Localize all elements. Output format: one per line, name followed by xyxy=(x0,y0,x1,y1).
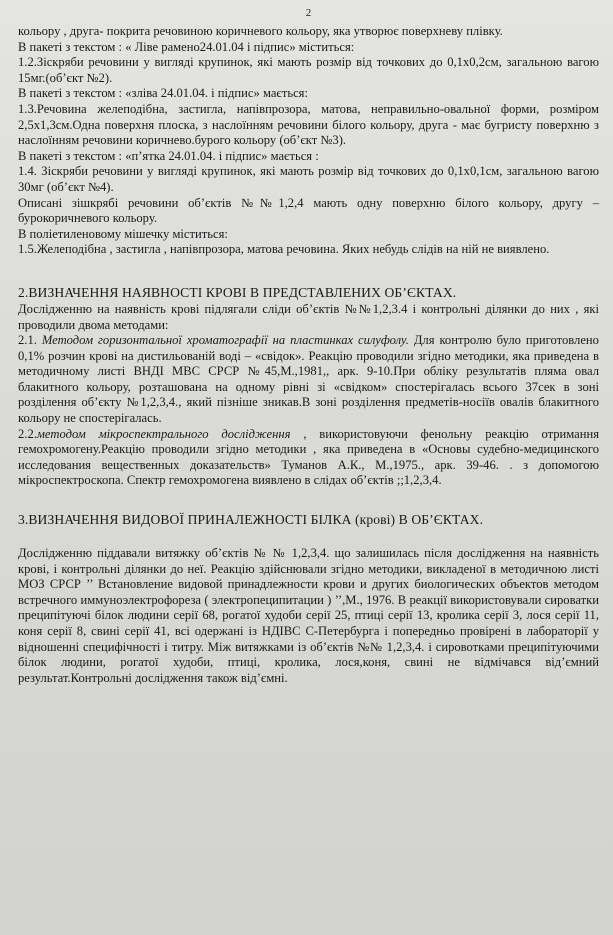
paragraph: В поліетиленовому мішечку міститься: xyxy=(18,226,228,241)
section-3 xyxy=(18,511,599,686)
section-heading: 3.ВИЗНАЧЕННЯ ВИДОВОЇ ПРИНАЛЕЖНОСТІ БІЛКА (крові) В ОБ’ЄКТАХ. xyxy=(18,512,484,528)
paragraph: В пакеті з текстом : « Ліве рамено24.01.04 і підпис» міститься: xyxy=(18,39,355,54)
section-1-continuation xyxy=(18,24,599,258)
paragraph-method-1 xyxy=(18,333,599,427)
section-2 xyxy=(18,284,599,489)
paragraph: 1.4. Зіскряби речовини у вигляді крупинок, які мають розмір від точкових до 0,1х0,1см, загальною вагою 30мг (об’єкт №4). xyxy=(18,164,599,194)
page-number: 2 xyxy=(305,7,312,19)
paragraph: В пакеті з текстом : «зліва 24.01.04. і підпис» мається: xyxy=(18,86,308,101)
paragraph: 1.5.Желеподібна , застигла , напівпрозора, матова речовина. Яких небудь слідів на ній не виявлено. xyxy=(18,242,550,257)
item-number: 2.1. xyxy=(18,333,42,348)
section-heading: 2.ВИЗНАЧЕННЯ НАЯВНОСТІ КРОВІ В ПРЕДСТАВЛЕНИХ ОБ’ЄКТАХ. xyxy=(18,284,457,300)
paragraph: В пакеті з текстом : «п’ятка 24.01.04. і підпис» мається : xyxy=(18,148,319,163)
method-name: Методом горизонтальної хроматографії на пластинках силуфолу. xyxy=(41,333,409,348)
paragraph: кольору , друга- покрита речовиною коричневого кольору, яка утворює поверхневу плівку. xyxy=(18,24,503,38)
method-description: , використовуючи фенольну реакцію отримання гемохромогену.Реакцію проводили згідно методики , яка приведена в «Основы судебно-медицинского исследования вещественных доказательств» Туманов А.К., М.,1975., арк. 39-46. . з допомогою мікроспектроскопа. Спектр гемохромогена виявлено в слідах об’єктів ;;1,2,3,4. xyxy=(18,426,600,488)
paragraph: Описані зішкрябі речовини об’єктів №№1,2,4 мають одну поверхню білого кольору, другу – бурокоричневого кольору. xyxy=(18,195,599,226)
method-description: Для контролю було приготовлено 0,1% розчин крові на дистильованій воді – «свідок». Реакцію проводили згідно методики, яка приведена в методичному листі ВНДІ МВС СРСР №45,М.,1981,, арк. 9-10.При обліку результатів пляма овал блакитного кольору, розташована на одному рівні зі «свідком» спостерігалась всього 37сек в зоні розділення об’єкту №1,2,3,4., який пізніше зникав.В зоні розділення предметів-носіїв овалів блакитного кольору не спостерігалась. xyxy=(18,333,599,426)
paragraph: 1.3.Речовина желеподібна, застигла, напівпрозора, матова, неправильно-овальної форми, розміром 2,5х1,3см.Одна поверхня плоска, з наслоїнням речовини білого кольору, друга - має бугристу поверхню з наслоїнням речовини коричнево.бурого кольору (об’єкт №3). xyxy=(18,101,599,148)
paragraph: Дослідженню на наявність крові підлягали сліди об’єктів №№1,2,3.4 і контрольні ділянки до них , які проводили двома методами: xyxy=(18,301,599,332)
item-number: 2.2. xyxy=(18,426,37,441)
paragraph: Дослідженню піддавали витяжку об’єктів № № 1,2,3,4. що залишилась після дослідження на наявність крові, і контрольні ділянки до неї. Реакцію здійснювали згідно методики, викладеної в методичною листі МОЗ СРСР ’’ Встановление видовой принадлежности крови и других биологических объектов методом встречного иммуноэлектрофореза ( электропеципитации ) ’’,М., 1976. В реакції використовували сироватки преципітуючі білок людини серії 68, рогатої худоби серії 25, птиці серії 13, кролика серії 3, лося серії 11, коня серії 8, свині серії 41, всі одержані із НДІВС С-Петербурга і попередньо провірені в лабораторії у відношенні специфічності і титру. Між витяжками із об’єктів №№ 1,2,3,4. і сировотками преципітуючими білок людини, рогатої худоби, птиці, кролика, лося,коня, свині не відмічався від’ємний результат.Контрольні дослідження також від’ємні. xyxy=(18,546,599,685)
paragraph: 1.2.Зіскряби речовини у вигляді крупинок, які мають розмір від точкових до 0,1х0,2см, загальною вагою 15мг.(об’єкт №2). xyxy=(18,55,599,85)
method-name: методом мікроспектрального дослідження xyxy=(36,426,291,441)
paragraph-method-2 xyxy=(18,427,599,489)
